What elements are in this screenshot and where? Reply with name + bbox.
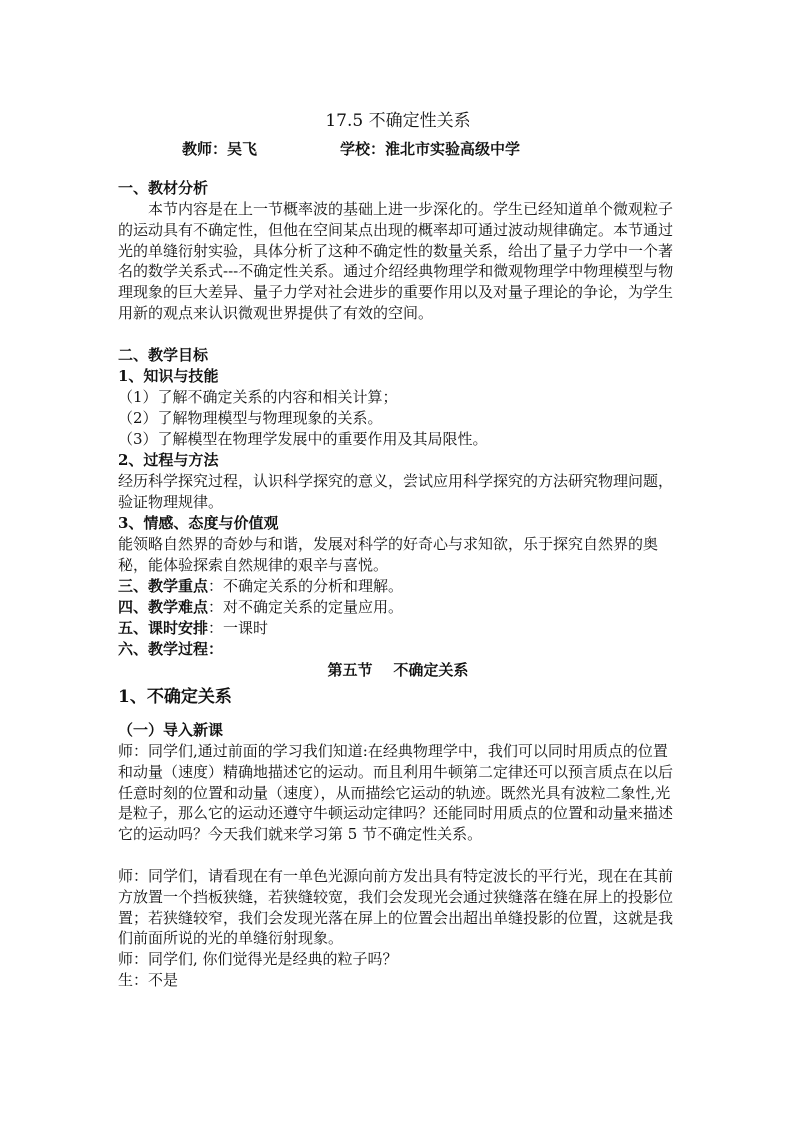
goal-item: （3）了解模型在物理学发展中的重要作用及其局限性。 <box>118 430 488 448</box>
section-heading-textbook-analysis: 一、教材分析 <box>118 179 209 197</box>
teacher-label: 教师：吴飞 <box>182 140 258 158</box>
key-point-label: 三、教学重点 <box>118 577 209 595</box>
goal-item: （2）了解物理模型与物理现象的关系。 <box>118 409 383 427</box>
dialog-paragraph: 师：同学们，请看现在有一单色光源向前方发出具有特定波长的平行光，现在在其前方放置一个挡板狭缝，若狭缝较宽，我们会发现光会通过狭缝落在缝在屏上的投影位置；若狭缝较窄，我们会发现光落在屏上的位置会出超出单缝投影的位置，这就是我们前面所说的光的单缝衍射现象。 <box>118 867 674 948</box>
subheading-intro: （一）导入新课 <box>118 721 224 739</box>
dialog-paragraph: 师：同学们,通过前面的学习我们知道:在经典物理学中，我们可以同时用质点的位置和动量（速度）精确地描述它的运动。而且利用牛顿第二定律还可以预言质点在以后任意时刻的位置和动量（速度），从而描绘它运动的轨迹。既然光具有波粒二象性,光是粒子，那么它的运动还遵守牛顿运动定律吗？还能同时用质点的位置和动量来描述它的运动吗？今天我们就来学习第 5 节不确定性关系。 <box>118 742 674 844</box>
section-heading-teaching-goals: 二、教学目标 <box>118 346 209 364</box>
textbook-analysis-paragraph: 本节内容是在上一节概率波的基础上进一步深化的。学生已经知道单个微观粒子的运动具有不确定性，但他在空间某点出现的概率却可通过波动规律确定。本节通过光的单缝衍射实验，具体分析了这种不确定性的数量关系，给出了量子力学中一个著名的数学关系式---不确定性关系。通过介绍经典物理学和微观物理学中物理模型与物理现象的巨大差异、量子力学对社会进步的重要作用以及对量子理论的争论，为学生用新的观点来认识微观世界提供了有效的空间。 <box>118 200 674 322</box>
part-heading-uncertainty: 1、不确定关系 <box>118 687 232 707</box>
dialog-paragraph: 生：不是 <box>118 971 179 989</box>
section-heading-teaching-process: 六、教学过程： <box>118 640 224 658</box>
schedule-text: ：一课时 <box>208 619 269 637</box>
dialog-paragraph: 师：同学们, 你们觉得光是经典的粒子吗？ <box>118 950 398 968</box>
key-point-text: ：不确定关系的分析和理解。 <box>208 577 404 595</box>
schedule-label: 五、课时安排 <box>118 619 209 637</box>
difficulty-label: 四、教学难点 <box>118 598 209 616</box>
difficulty-text: ：对不确定关系的定量应用。 <box>208 598 404 616</box>
teaching-difficulty <box>118 597 678 618</box>
goal-heading-emotion-values: 3、情感、态度与价值观 <box>118 514 279 532</box>
teaching-key-point <box>118 576 678 597</box>
school-label: 学校：淮北市实验高级中学 <box>340 140 521 158</box>
goal-heading-process-method: 2、过程与方法 <box>118 451 219 469</box>
document-title: 17.5 不确定性关系 <box>325 111 471 131</box>
goal-heading-knowledge-skills: 1、知识与技能 <box>118 367 219 385</box>
lesson-title: 第五节 不确定关系 <box>327 661 469 679</box>
process-method-text: 经历科学探究过程，认识科学探究的意义，尝试应用科学探究的方法研究物理问题，验证物理规律。 <box>118 472 674 511</box>
emotion-values-text: 能领略自然界的奇妙与和谐，发展对科学的好奇心与求知欲，乐于探究自然界的奥秘，能体验探索自然规律的艰辛与喜悦。 <box>118 535 659 574</box>
goal-item: （1）了解不确定关系的内容和相关计算； <box>118 388 398 406</box>
class-schedule <box>118 618 678 639</box>
